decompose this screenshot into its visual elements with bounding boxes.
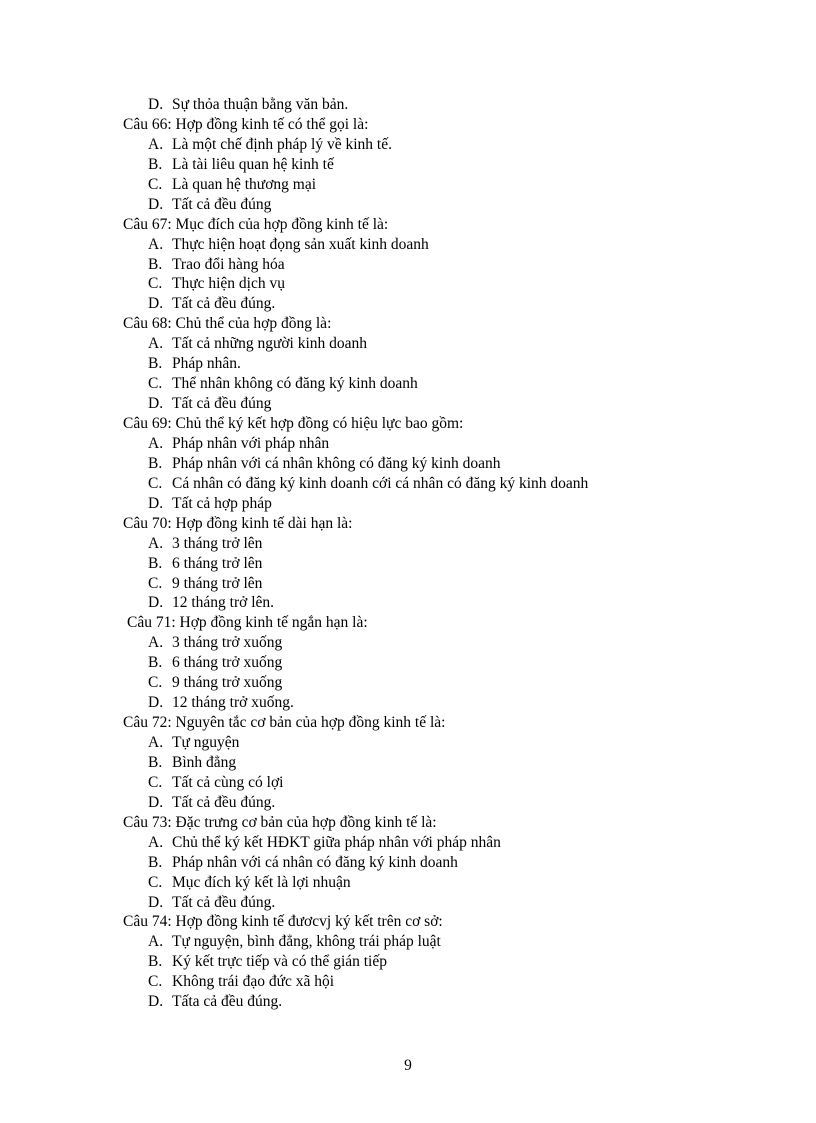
question-73-option-c xyxy=(123,873,723,893)
option-letter: C. xyxy=(148,973,163,991)
question-71-option-a xyxy=(123,633,723,653)
question-70-title: Câu 70: Hợp đồng kinh tế dài hạn là: xyxy=(123,514,353,532)
question-74-option-c xyxy=(123,972,723,992)
option-text: Chủ thể ký kết HĐKT giữa pháp nhân với pháp nhân xyxy=(172,833,501,851)
option-text: Tất cả đều đúng xyxy=(172,195,272,213)
question-67-option-c xyxy=(123,274,723,294)
option-letter: A. xyxy=(148,833,164,851)
option-letter: A. xyxy=(148,335,164,353)
option-letter: B. xyxy=(148,155,163,173)
option-text: Pháp nhân với pháp nhân xyxy=(172,434,330,452)
option-text: Tất cả đều đúng. xyxy=(172,793,276,811)
option-letter: A. xyxy=(148,734,164,751)
option-text: Tấta cả đều đúng. xyxy=(172,993,283,1011)
option-text: 9 tháng trở lên xyxy=(172,574,263,592)
option-text: Tất cả hợp pháp xyxy=(172,494,272,512)
question-73-option-b xyxy=(123,853,723,873)
option-text: Thực hiện hoạt đọng sản xuất kinh doanh xyxy=(172,235,429,253)
question-66-option-c xyxy=(123,175,723,195)
question-69-title: Câu 69: Chủ thể ký kết hợp đồng có hiệu lực bao gồm: xyxy=(123,415,464,432)
question-66-option-b xyxy=(123,155,723,175)
question-72-title: Câu 72: Nguyên tắc cơ bản của hợp đồng kinh tế là: xyxy=(123,714,446,732)
option-letter: B. xyxy=(148,853,163,871)
option-letter: B. xyxy=(148,255,163,273)
option-text: Thể nhân không có đăng ký kinh doanh xyxy=(172,375,418,393)
question-71-option-d xyxy=(123,693,723,713)
question-66-option-a xyxy=(123,135,723,155)
option-letter: A. xyxy=(148,534,164,552)
option-text: Tự nguyện, bình đẳng, không trái pháp luật xyxy=(172,933,441,951)
question-70-option-a xyxy=(123,534,723,554)
question-69-option-c xyxy=(123,474,723,494)
question-71-title: Câu 71: Hợp đồng kinh tế ngắn hạn là: xyxy=(127,614,368,632)
question-73-option-a xyxy=(123,833,723,853)
option-text: Tất cả đều đúng. xyxy=(172,295,276,313)
option-letter: A. xyxy=(148,434,164,452)
question-73-option-d xyxy=(123,893,723,913)
option-text: Tất cả những người kinh doanh xyxy=(172,335,368,353)
question-67-option-a xyxy=(123,235,723,255)
option-letter: D. xyxy=(148,993,164,1011)
question-67-option-b xyxy=(123,255,723,275)
option-letter: C. xyxy=(148,773,163,791)
option-letter: B. xyxy=(148,953,163,971)
option-letter: A. xyxy=(148,235,164,253)
question-71-option-b xyxy=(123,653,723,673)
question-72-option-d xyxy=(123,793,723,813)
option-text: Mục đích ký kết là lợi nhuận xyxy=(172,873,351,891)
option-text: 12 tháng trở xuống. xyxy=(172,694,294,712)
option-letter: D. xyxy=(148,893,164,911)
option-text: Cá nhân có đăng ký kinh doanh cới cá nhân có đăng ký kinh doanh xyxy=(172,474,589,492)
option-letter: B. xyxy=(148,654,163,672)
option-letter: C. xyxy=(148,873,163,891)
option-letter: D. xyxy=(148,694,164,712)
option-text: 12 tháng trở lên. xyxy=(172,594,275,612)
option-text: 3 tháng trở lên xyxy=(172,534,263,552)
option-letter: D. xyxy=(148,96,164,113)
question-66-option-d xyxy=(123,195,723,215)
question-67-option-d xyxy=(123,294,723,314)
question-74-option-b xyxy=(123,952,723,972)
option-letter: A. xyxy=(148,933,164,951)
question-list xyxy=(123,95,723,1012)
question-74-title: Câu 74: Hợp đồng kinh tế đươcvj ký kết trên cơ sở: xyxy=(123,913,443,931)
option-text: Ký kết trực tiếp và có thể gián tiếp xyxy=(172,953,387,971)
option-text: Tất cả đều đúng. xyxy=(172,893,276,911)
question-74-option-d xyxy=(123,992,723,1012)
option-letter: C. xyxy=(148,674,163,692)
option-text: Thực hiện dịch vụ xyxy=(172,275,285,293)
option-letter: B. xyxy=(148,454,163,472)
lead-option xyxy=(123,95,723,115)
option-text: Pháp nhân với cá nhân có đăng ký kinh doanh xyxy=(172,853,458,871)
option-letter: C. xyxy=(148,275,163,293)
question-69-option-a xyxy=(123,434,723,454)
question-71-option-c xyxy=(123,673,723,693)
question-70-option-b xyxy=(123,554,723,574)
option-letter: C. xyxy=(148,474,163,492)
option-letter: C. xyxy=(148,574,163,592)
question-66-title: Câu 66: Hợp đồng kinh tế có thể gọi là: xyxy=(123,115,369,133)
question-69-option-b xyxy=(123,454,723,474)
option-text: Tự nguyện xyxy=(172,734,240,751)
option-text: Tất cả cùng có lợi xyxy=(172,773,284,791)
option-letter: A. xyxy=(148,634,164,652)
option-letter: C. xyxy=(148,375,163,393)
option-text: Pháp nhân với cá nhân không có đăng ký kinh doanh xyxy=(172,454,501,472)
option-text: Là tài liêu quan hệ kinh tế xyxy=(172,155,334,173)
question-70-option-d xyxy=(123,593,723,613)
option-letter: B. xyxy=(148,554,163,572)
option-letter: B. xyxy=(148,753,163,771)
option-text: 6 tháng trở lên xyxy=(172,554,263,572)
option-text: 9 tháng trở xuống xyxy=(172,674,283,692)
question-67-title: Câu 67: Mục đích của hợp đồng kinh tế là: xyxy=(123,215,389,233)
question-68-option-a xyxy=(123,334,723,354)
option-text: Trao đổi hàng hóa xyxy=(172,255,285,273)
option-text: 3 tháng trở xuống xyxy=(172,634,283,652)
question-68-title: Câu 68: Chủ thể của hợp đồng là: xyxy=(123,315,332,333)
option-letter: D. xyxy=(148,793,164,811)
option-letter: B. xyxy=(148,355,163,373)
question-74-option-a xyxy=(123,932,723,952)
question-73-title: Câu 73: Đặc trưng cơ bản của hợp đồng kinh tế là: xyxy=(123,813,437,831)
option-text: Tất cả đều đúng xyxy=(172,395,272,413)
question-70-option-c xyxy=(123,574,723,594)
question-68-option-c xyxy=(123,374,723,394)
option-letter: A. xyxy=(148,135,164,153)
option-text: Là quan hệ thương mại xyxy=(172,175,317,193)
option-letter: C. xyxy=(148,175,163,193)
question-69-option-d xyxy=(123,494,723,514)
option-text: Sự thỏa thuận bằng văn bản. xyxy=(172,96,349,113)
question-68-option-d xyxy=(123,394,723,414)
page-number: 9 xyxy=(404,1057,412,1074)
option-letter: D. xyxy=(148,295,164,313)
question-68-option-b xyxy=(123,354,723,374)
option-letter: D. xyxy=(148,195,164,213)
question-72-option-c xyxy=(123,773,723,793)
option-text: Không trái đạo đức xã hội xyxy=(172,973,335,991)
question-72-option-a xyxy=(123,733,723,753)
question-72-option-b xyxy=(123,753,723,773)
option-letter: D. xyxy=(148,395,164,413)
option-letter: D. xyxy=(148,594,164,612)
option-text: Là một chế định pháp lý về kinh tế. xyxy=(172,135,392,153)
option-text: Pháp nhân. xyxy=(172,355,241,373)
option-text: 6 tháng trở xuống xyxy=(172,654,283,672)
option-letter: D. xyxy=(148,494,164,512)
option-text: Bình đẳng xyxy=(172,753,237,771)
